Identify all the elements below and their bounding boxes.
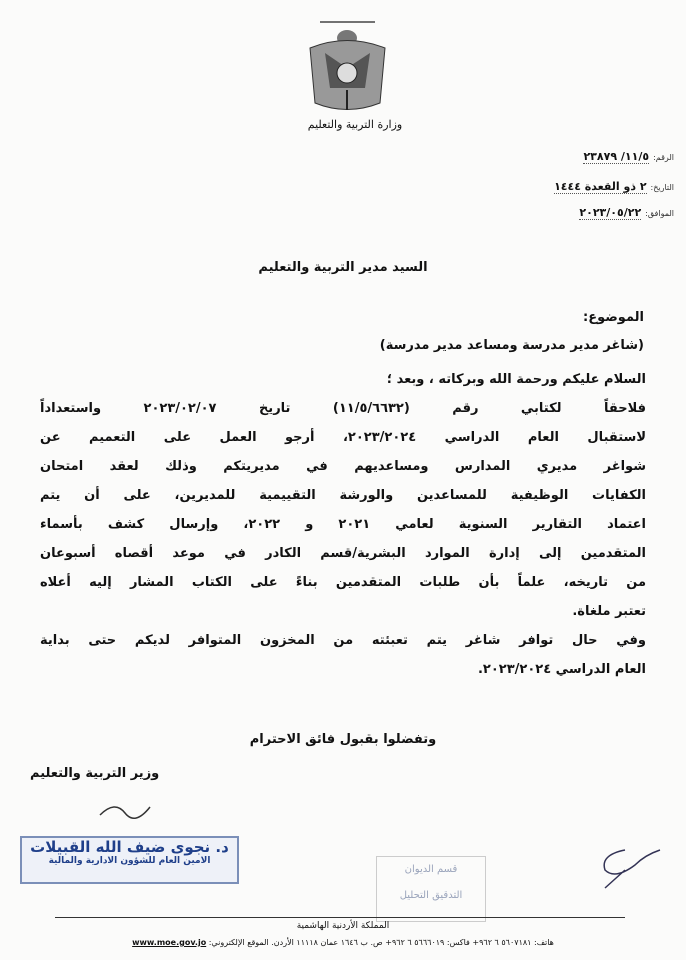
body-line: من تاريخه، علماً بأن طلبات المتقدمين بناءً على الكتاب المشار إليه أعلاه [40, 575, 646, 590]
body-line: العام الدراسي ٢٠٢٣/٢٠٢٤. [477, 662, 646, 677]
body-line: وفي حال توافر شاغر يتم تعبئته من المخزون المتوافر لديكم حتى بداية [40, 633, 646, 648]
hijri-date [514, 180, 674, 193]
subject-label: الموضوع: [583, 310, 644, 325]
reference-number [514, 150, 674, 163]
ministry-name: وزارة التربية والتعليم [307, 118, 403, 131]
body-line: لاستقبال العام الدراسي ٢٠٢٣/٢٠٢٤، أرجو العمل على التعميم عن [40, 430, 646, 445]
letter-body [40, 365, 646, 684]
label: الرقم: [653, 153, 674, 162]
stamp-title: الامين العام للشؤون الادارية والمالية [48, 856, 211, 866]
diwan-line1: قسم الديوان [404, 864, 458, 875]
greeting: السلام عليكم ورحمة الله وبركاته ، وبعد ؛ [386, 372, 646, 387]
body-line: فلاحقاً لكتابي رقم (١١/٥/٦٦٣٢) تاريخ ٢٠٢٣/٠٢/٠٧ واستعداداً [40, 401, 646, 416]
label: الموافق: [645, 209, 674, 218]
handwritten-signature [595, 840, 665, 890]
body-line: تعتبر ملغاة. [572, 604, 646, 619]
body-line: المتقدمين إلى إدارة الموارد البشرية/قسم الكادر في موعد أقصاه أسبوعان [40, 546, 646, 561]
diwan-line2: التدقيق التحليل [399, 890, 463, 901]
footer-divider [55, 917, 625, 918]
subject: (شاغر مدير مدرسة ومساعد مدير مدرسة) [379, 338, 644, 353]
footer-contact [0, 938, 686, 947]
initials-signature [95, 795, 155, 825]
closing: وتفضلوا بقبول فائق الاحترام [249, 732, 437, 747]
value: ٢٠٢٣/٠٥/٢٢ [579, 206, 642, 219]
contact-info: هاتف: ٥٦٠٧١٨١ ٦ ٩٦٢+ فاكس: ٥٦٦٦٠١٩ ٦ ٩٦٢+ ص. ب ١٦٤٦ عمان ١١١١٨ الأردن. الموقع الإلكتروني: [208, 938, 554, 947]
signatory-title: وزير التربية والتعليم [30, 766, 160, 781]
secretary-general-stamp [20, 836, 239, 884]
body-line: اعتماد التقارير السنوية لعامي ٢٠٢١ و ٢٠٢٢، وإرسال كشف بأسماء [40, 517, 646, 532]
jordan-coat-of-arms-emblem [300, 8, 395, 118]
diwan-stamp [376, 856, 486, 922]
body-line: الكفايات الوظيفية للمساعدين والورشة التقييمية للمديرين، على أن يتم [40, 488, 646, 503]
stamp-name: د. نجوى ضيف الله القبيلات [30, 838, 229, 856]
value: ١١/٥/ ٢٣٨٧٩ [583, 150, 650, 163]
addressee: السيد مدير التربية والتعليم [258, 260, 428, 275]
gregorian-date [514, 206, 674, 219]
website-link[interactable]: www.moe.gov.jo [132, 938, 207, 947]
kingdom-name: المملكة الأردنية الهاشمية [296, 921, 390, 931]
label: التاريخ: [650, 183, 674, 192]
value: ٢ ذو القعدة ١٤٤٤ [554, 180, 647, 193]
body-line: شواغر مديري المدارس ومساعديهم في مديريتكم وذلك لعقد امتحان [40, 459, 646, 474]
